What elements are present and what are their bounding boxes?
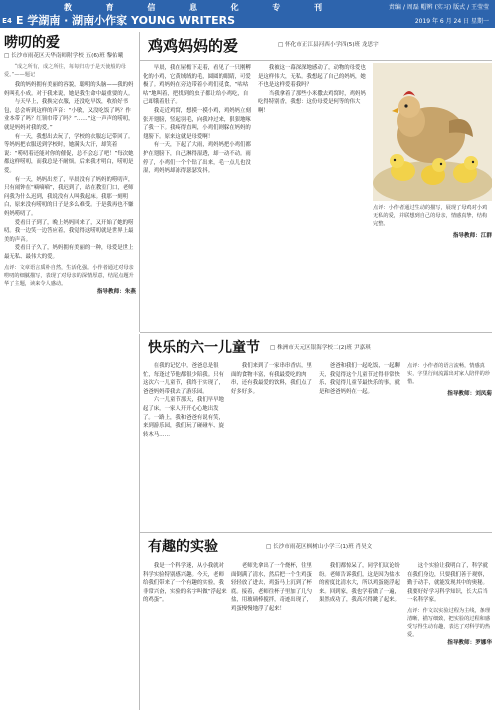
article-byline: □ 株洲市天元区银海学校二(2)班 尹嘉琪 <box>270 345 371 351</box>
paragraph: 爱看日子到了，晚上妈妈回来了，又开始了她的唠叨。我一边笑一边答应着，我觉得这唠叨就是世界上最美的声音。 <box>4 219 134 243</box>
article-mother-nagging <box>4 34 136 710</box>
epigraph: “成之所有，成之所往，每每归功于是天使般的母爱。”——题记 <box>4 64 126 78</box>
article-body <box>143 64 253 328</box>
motto-char: 专 <box>272 3 281 12</box>
edu-motto <box>64 2 322 13</box>
article-body <box>143 362 227 528</box>
editor-meta <box>339 2 489 27</box>
instructor-credit: 指导教师：刘凤菊 <box>447 391 492 397</box>
motto-char: 刊 <box>313 3 322 12</box>
column-divider <box>139 32 140 332</box>
teacher-comment: 点评：小作者的语言流畅，情感真实，字里行间流露出对家人陪伴的珍惜。 <box>407 363 491 385</box>
article-body <box>231 562 315 708</box>
paragraph: 在我的记忆中，爸爸总是很忙，每逢过节他都很少陪我。只有这次六一儿童节，我终于实现了，爸爸妈妈带我去了游乐园。 <box>143 363 224 395</box>
paragraph: 爱看日子久了，妈妈拥有美丽的一种，母爱是世上最无私、最伟大的爱。 <box>4 245 134 260</box>
article-body <box>143 562 227 708</box>
masthead-title: E 学湖南 · 湖南小作家 YOUNG WRITERS <box>16 14 236 27</box>
paragraph: 与天早上，我换完衣服，还没吃早饭，收拾好书包，总会听到这样的声音：“小敏，又没吃饭了吗？作业本带了吗？红领巾带了吗？”……“这一声声的唠叨，就是妈妈对我的爱。” <box>4 99 134 131</box>
article-body <box>319 362 403 528</box>
hen-chicks-illustration <box>373 63 492 201</box>
rule <box>140 60 492 61</box>
motto-char: 信 <box>147 3 156 12</box>
article-title: 唠叨的爱 <box>4 35 60 51</box>
article-body <box>373 204 492 328</box>
paragraph: 六一儿童节那天，我们早早地起了床，一家人开开心心地出发了。一路上，我和爸爸有说有笑，来到游乐园，我们玩了碰碰车、旋转木马…… <box>143 397 224 438</box>
article-body <box>258 64 368 328</box>
rule <box>140 332 492 333</box>
article-body <box>231 362 315 528</box>
hen-chicks-image <box>373 63 492 201</box>
paragraph: 有一天，妈妈出差了，早晨没有了妈妈的唠叨声，只有闹钟在“嘀嘀嘀”，我迟到了，站在教室门口，老师问我为什么迟到，我说没有人叫我起床。我那一刻明白，原来没有唠叨的日子是多么难受。于是我再也不嫌妈妈唠叨了。 <box>4 176 134 217</box>
teacher-comment: 点评：小作者通过生动的描写，展现了母鸡对小鸡无私的爱，并联想到自己的母亲，情感真挚，结构完整。 <box>373 205 488 227</box>
article-byline: □ 长沙市雨花区天华南师附学校 五(6)班 黎佑曦 <box>4 53 124 59</box>
article-body <box>407 362 492 528</box>
paragraph: 我走近鸡窝，想摸一摸小鸡，鸡妈妈立刻张开翅膀，竖起羽毛，向我冲过来，狠狠地啄了我一下。我疼得直叫，小鸡们则躲在妈妈的翅膀下。原来这就是母爱啊！ <box>143 107 251 140</box>
instructor-credit: 指导教师：罗娜华 <box>447 639 492 646</box>
paragraph: 有一天，下起了大雨，鸡妈妈把小鸡们都护在翅膀下，自己淋得湿透，却一动不动。雨停了，小鸡们一个个钻了出来，毛一点儿也没湿，鸡妈妈却冻得瑟瑟发抖。 <box>143 142 251 175</box>
article-body <box>407 562 492 708</box>
motto-char: 育 <box>105 3 114 12</box>
motto-char: 息 <box>188 3 197 12</box>
column-divider <box>139 334 140 710</box>
article-title: 有趣的实验 <box>148 539 218 555</box>
paragraph: 这个实验让我明白了，科学就在我们身边，只要我们善于观察，勤于动手，就能发现其中的奥秘。我要好好学习科学知识，长大后当一名科学家。 <box>407 563 488 604</box>
paragraph: 我被这一幕深深地感动了，动物的母爱也是这样伟大，无私。我想起了自己的妈妈，她不也是这样爱着我吗？ <box>258 65 366 89</box>
article-title: 鸡鸡妈妈的爱 <box>148 37 239 55</box>
motto-char: 教 <box>64 3 72 12</box>
teacher-comment: 点评：文章语言质朴自然，生活化强。小作者通过对母亲唠叨的细腻描写，表现了对母亲的深情厚意，结尾点题升华了主题，读来令人感动。 <box>4 265 134 288</box>
section-tag: E4 <box>0 14 14 28</box>
paragraph: 有一天，我想出去玩了，学校的衣服忘记带回了。等妈妈把衣服送到学校时，她满头大汗，却笑着说：“唠叨着还能对你的催促，总不会忘了吧！”每次她都这样唠叨，而我总是不耐烦。后来我才明白，唠叨是爱。 <box>4 133 134 174</box>
article-byline: □ 怀化市正江县河西小学四(5)班 龙思宇 <box>278 42 379 48</box>
paragraph: 我是一个科学迷，从小我就对科学实验特别感兴趣。今天，老师给我们带来了一个有趣的实验，我非常兴奋，实验的名字叫做“浮起来的鸡蛋”。 <box>143 563 227 604</box>
rule <box>140 532 492 533</box>
teacher-comment: 点评：作文以实验过程为主线，条理清晰，描写细致，把实验的过程和感受写得生动有趣，表达了对科学的热爱。 <box>407 607 491 638</box>
paragraph: 我们都惊呆了，同学们议论纷纷。老师告诉我们，这是因为盐水的密度比清水大，所以鸡蛋能浮起来。回到家，我也学着做了一遍，果然成功了，我高兴得跳了起来。 <box>319 563 400 604</box>
article-byline: □ 长沙市雨花区枫树山小学三(1)班 肖昊文 <box>266 544 373 550</box>
editor-line: 责编 / 周磊 帽辨 (实习) 版式 / 王莹莹 <box>388 4 489 11</box>
paragraph: 当我拿着了那些小米撒去鸡窝时，鸡妈妈吃得特别香，我想：这份母爱是何等的伟大啊！ <box>258 90 366 114</box>
motto-char: 化 <box>230 3 239 12</box>
article-body <box>319 562 403 708</box>
issue-date: 2019 年 6 月 24 日 星期一 <box>414 18 489 25</box>
paragraph: 爸爸和我们一起吃饭，一起聊天，我觉得这个儿童节过得非常快乐，我觉得儿童节最快乐的事，就是和爸爸妈妈在一起。 <box>319 363 400 395</box>
paragraph: 我的妈妈拥有美丽的容貌，聪明的头脑——我的妈妈叫孔小成。对于我来说，她是我生命中最重要的人。 <box>4 82 134 97</box>
instructor-credit: 指导教师：朱燕 <box>96 289 136 296</box>
paragraph: 我们来到了一家串串香店，里面的食物丰富，有我最爱吃的肉串，还有我最爱的饮料，我们点了好多好多。 <box>231 363 312 395</box>
article-title: 快乐的六一儿童节 <box>148 340 260 356</box>
paragraph: 老师先拿出了一个烧杯，往里面倒满了清水，然后把一个生鸡蛋轻轻放了进去，鸡蛋马上沉到了杯底。接着，老师往杯子里加了几勺盐，用玻璃棒搅拌，奇迹出现了，鸡蛋慢慢地浮了起来！ <box>231 563 312 612</box>
paragraph: 早晨，我在屋檐下走着，看见了一只刚孵化的小鸡，它黄绒绒的毛，圆圆的眼睛，可爱极了。鸡妈妈在旁边带着小鸡们觅食，“咕咕咕”地叫着，把找到的虫子都让给小鸡吃，自己却饿着肚子。 <box>143 65 251 106</box>
instructor-credit: 指导教师：江群 <box>452 233 492 239</box>
